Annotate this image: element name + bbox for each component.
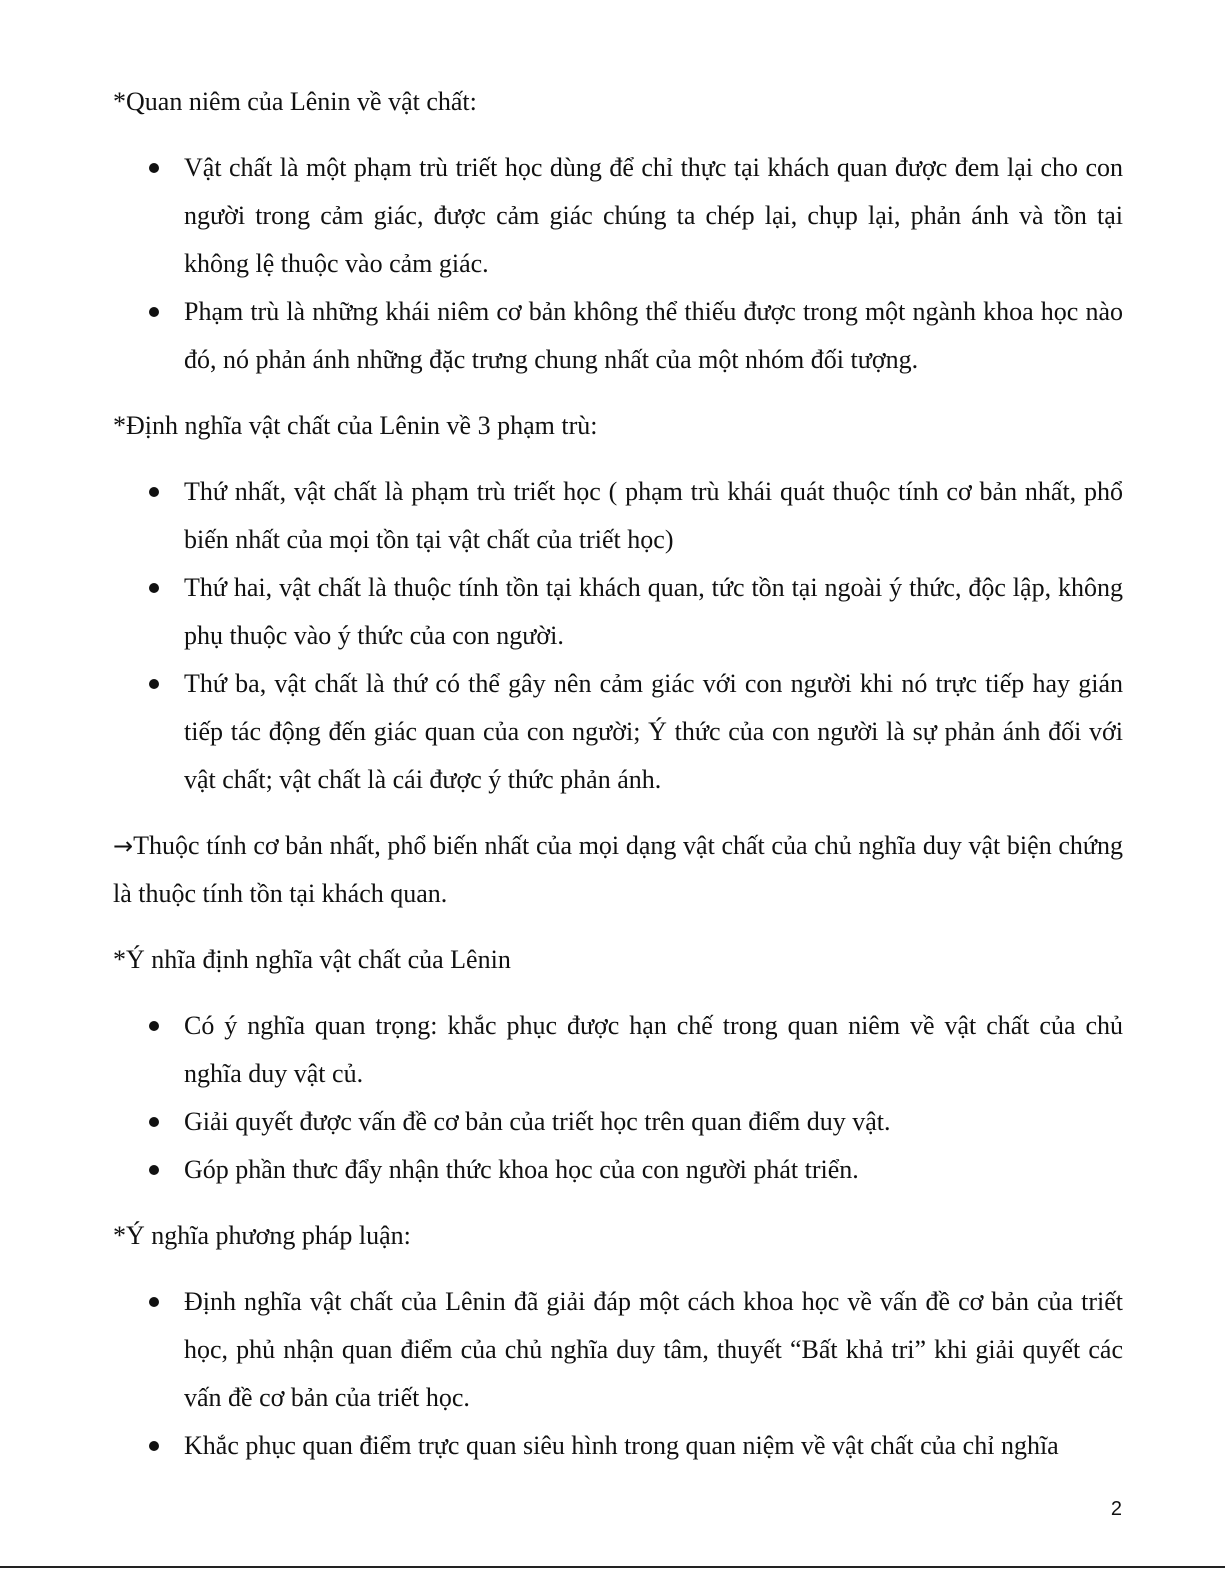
list-item bbox=[113, 288, 1123, 384]
section-heading-methodology: *Ý nghĩa phương pháp luận: bbox=[113, 1221, 411, 1250]
list-item bbox=[113, 1146, 1123, 1194]
document-content bbox=[113, 78, 1123, 1488]
bullet-icon bbox=[149, 583, 159, 593]
list-item-text: Khắc phục quan điểm trực quan siêu hình trong quan niệm về vật chất của chỉ nghĩa bbox=[184, 1431, 1059, 1460]
bullet-list-definition bbox=[113, 468, 1123, 804]
bullet-list-methodology bbox=[113, 1278, 1123, 1470]
bullet-icon bbox=[149, 307, 159, 317]
list-item-text: Có ý nghĩa quan trọng: khắc phục được hạn chế trong quan niêm về vật chất của chủ nghĩa duy vật củ. bbox=[184, 1011, 1123, 1088]
list-item-text: Thứ nhất, vật chất là phạm trù triết học ( phạm trù khái quát thuộc tính cơ bản nhất, phổ biến nhất của mọi tồn tại vật chất của triết học) bbox=[184, 477, 1123, 554]
list-item-text: Thứ hai, vật chất là thuộc tính tồn tại khách quan, tức tồn tại ngoài ý thức, độc lập, không phụ thuộc vào ý thức của con người. bbox=[184, 573, 1123, 650]
bullet-list-lenin-concept bbox=[113, 144, 1123, 384]
conclusion-text: Thuộc tính cơ bản nhất, phổ biến nhất của mọi dạng vật chất của chủ nghĩa duy vật biện chứng là thuộc tính tồn tại khách quan. bbox=[113, 831, 1123, 908]
list-item-text: Giải quyết được vấn đề cơ bản của triết học trên quan điểm duy vật. bbox=[184, 1107, 891, 1136]
bullet-icon bbox=[149, 1165, 159, 1175]
bullet-icon bbox=[149, 1297, 159, 1307]
right-arrow-icon: → bbox=[113, 832, 134, 860]
list-item bbox=[113, 468, 1123, 564]
list-item bbox=[113, 1422, 1123, 1470]
list-item bbox=[113, 1002, 1123, 1098]
list-item-text: Phạm trù là những khái niêm cơ bản không thể thiếu được trong một ngành khoa học nào đó, nó phản ánh những đặc trưng chung nhất của một nhóm đối tượng. bbox=[184, 297, 1123, 374]
bullet-icon bbox=[149, 1021, 159, 1031]
section-heading-definition: *Định nghĩa vật chất của Lênin về 3 phạm trù: bbox=[113, 411, 598, 440]
list-item-text: Góp phần thưc đẩy nhận thức khoa học của con người phát triển. bbox=[184, 1155, 859, 1184]
list-item bbox=[113, 1278, 1123, 1422]
list-item-text: Vật chất là một phạm trù triết học dùng để chỉ thực tại khách quan được đem lại cho con người trong cảm giác, được cảm giác chúng ta chép lại, chụp lại, phản ánh và tồn tại không lệ thuộc vào cảm giác. bbox=[184, 153, 1123, 278]
list-item-text: Định nghĩa vật chất của Lênin đã giải đáp một cách khoa học về vấn đề cơ bản của triết học, phủ nhận quan điểm của chủ nghĩa duy tâm, thuyết “Bất khả tri” khi giải quyết các vấn đề cơ bản của triết học. bbox=[184, 1287, 1123, 1412]
bullet-icon bbox=[149, 1441, 159, 1451]
list-item-text: Thứ ba, vật chất là thứ có thể gây nên cảm giác với con người khi nó trực tiếp hay gián tiếp tác động đến giác quan của con người; Ý thức của con người là sự phản ánh đối với vật chất; vật chất là cái được ý thức phản ánh. bbox=[184, 669, 1123, 794]
section-heading-meaning: *Ý nhĩa định nghĩa vật chất của Lênin bbox=[113, 945, 511, 974]
bullet-icon bbox=[149, 487, 159, 497]
list-item bbox=[113, 660, 1123, 804]
page-number: 2 bbox=[1110, 1498, 1122, 1520]
bullet-icon bbox=[149, 163, 159, 173]
section-heading-lenin-concept: *Quan niêm của Lênin về vật chất: bbox=[113, 87, 477, 116]
page-bottom-divider bbox=[0, 1566, 1225, 1568]
list-item bbox=[113, 564, 1123, 660]
conclusion-paragraph bbox=[113, 822, 1123, 918]
bullet-icon bbox=[149, 1117, 159, 1127]
list-item bbox=[113, 1098, 1123, 1146]
list-item bbox=[113, 144, 1123, 288]
bullet-icon bbox=[149, 679, 159, 689]
bullet-list-meaning bbox=[113, 1002, 1123, 1194]
